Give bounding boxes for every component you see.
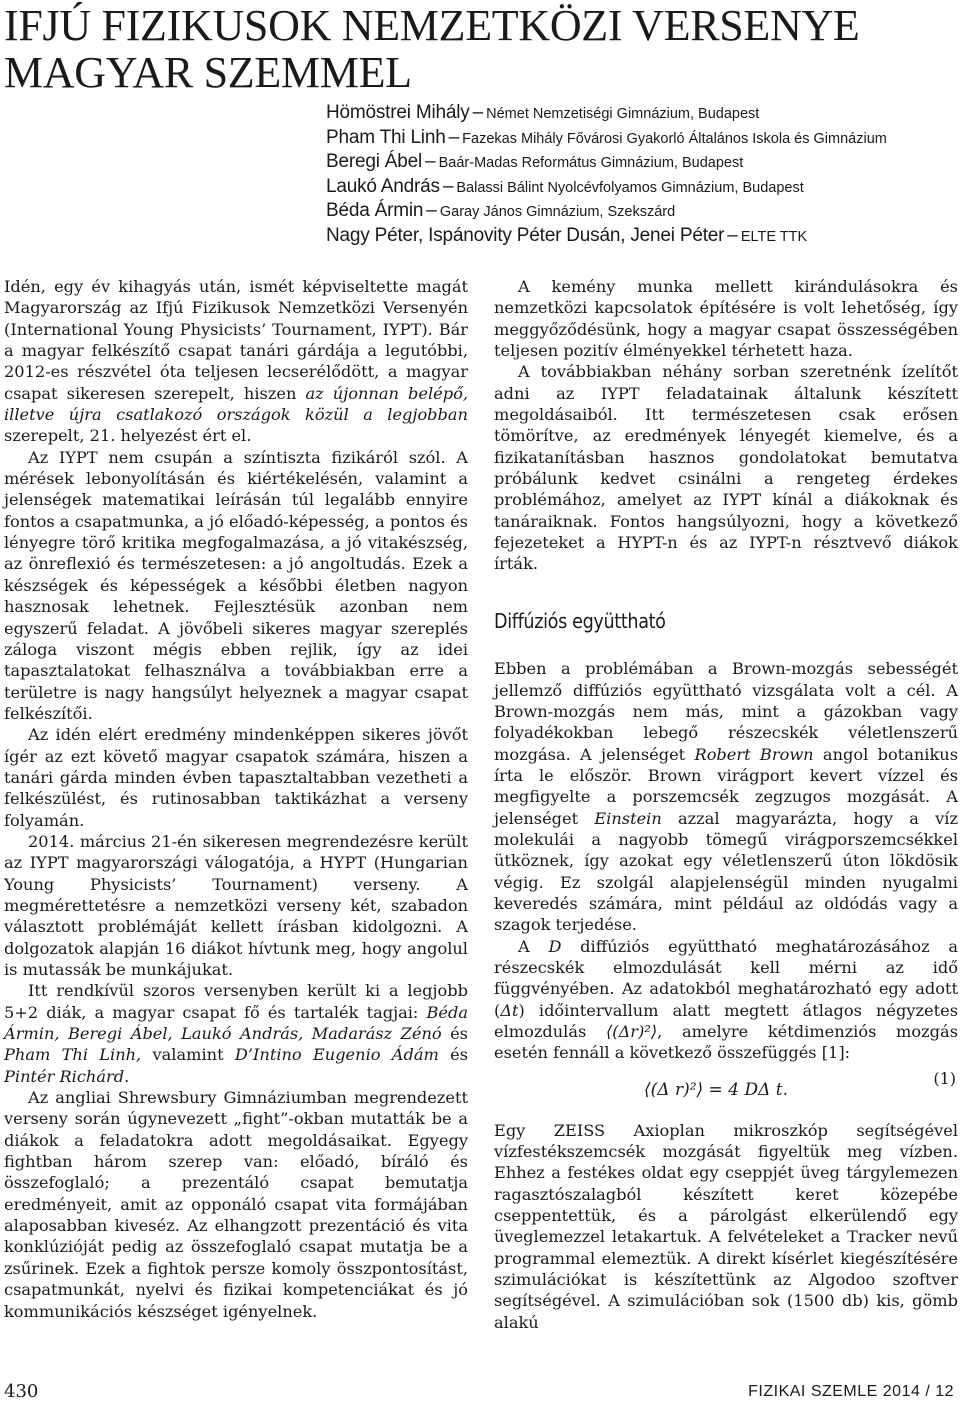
- equation-rhs: 4 DΔ t.: [728, 1079, 788, 1100]
- text-run: és: [441, 1024, 468, 1044]
- text-run: szerepelt, 21. helyezést ért el.: [4, 426, 252, 446]
- text-run: , amelyre kétdimenziós mozgás esetén fennáll a következő összefüggés [1]:: [494, 1022, 958, 1063]
- text-run: Ebben a problémában a Brown-mozgás sebességét jellemző diffúziós együttható vizsgálata volt a cél. A Brown-mozgás nem más, mint a gázokban vagy folyadékokban lebegő részecskék véletlenszerű mozgása. A jelenséget: [494, 659, 958, 764]
- emphasis: az újonnan belépő, illetve újra csatlakozó országok közül a legjobban: [4, 383, 468, 425]
- author-dash: –: [472, 102, 484, 123]
- author-dash: –: [727, 224, 738, 246]
- author-entry: [326, 199, 956, 224]
- text-run: és: [438, 1045, 468, 1065]
- equation-lhs: ⟨(Δ r)²⟩: [644, 1079, 704, 1100]
- text-run: A: [518, 936, 549, 956]
- author-name: Hömöstrei Mihály: [326, 102, 470, 123]
- left-column: [4, 276, 468, 1322]
- page-footer: [0, 1381, 960, 1409]
- page-number: 430: [4, 1381, 39, 1402]
- paragraph: [494, 658, 958, 935]
- paragraph: [4, 276, 468, 447]
- equation-number: (1): [933, 1068, 956, 1088]
- author-entry: [326, 224, 956, 249]
- equation-1: [494, 1070, 958, 1116]
- text-run: angol botanikus írta le először. Brown virágport kevert vízzel és megfigyelte a porszemcsék zegzugos mozgását. A jelenséget: [494, 744, 959, 828]
- author-institution: Balassi Bálint Nyolcévfolyamos Gimnázium, Budapest: [456, 179, 804, 196]
- author-institution: Garay János Gimnázium, Szekszárd: [439, 204, 676, 220]
- author-entry: [326, 126, 956, 151]
- emphasis: Robert Brown: [694, 744, 814, 764]
- author-institution: Fazekas Mihály Fővárosi Gyakorló Általános Iskola és Gimnázium: [462, 130, 887, 147]
- text-run: diffúziós együttható meghatározásához a részecskék elmozdulását kell mérni az idő függvényében. Az adatokból meghatározható egy adott (: [494, 936, 959, 1020]
- author-name: Béda Ármin: [326, 200, 424, 221]
- author-list: [326, 101, 956, 248]
- text-run: ) időintervallum alatt megtett átlagos négyzetes elmozdulás: [494, 1000, 958, 1041]
- emphasis: D’Intino Eugenio Ádám: [234, 1045, 439, 1065]
- author-dash: –: [426, 200, 437, 221]
- author-dash: –: [442, 175, 454, 197]
- paragraph: Az angliai Shrewsbury Gimnáziumban megrendezett verseny során úgynevezett „fight”-okban mutatták be a diákok a feladatokra adott megoldásaikat. Egyegy fightban három szerep van: előadó, bíráló és összefoglaló; a prezentáló csapat bemutatja eredményeit, amit az opponáló csapat vita formájában alaposabban kiveséz. Az elhangzott prezentáció és vita konklúzióját pedig az összefoglaló csapat mutatja be a zsűrinek. Ezek a fightok persze komoly összpontosítást, csapatmunkát, nyelvi és fizikai kompetenciákat és jó kommunikációs készséget igényelnek.: [4, 1088, 468, 1321]
- paragraph: Az idén elért eredmény mindenképpen sikeres jövőt ígér az ezt követő magyar csapatok számára, hiszen a tanári gárda minden évben tapasztaltabban vezetheti a felkészülést, és rutinosabban taktikázhat a verseny folyamán.: [4, 725, 468, 830]
- math-symbol: ⟨(Δr)²⟩: [605, 1022, 658, 1041]
- paragraph: [4, 980, 468, 1087]
- author-dash: –: [425, 151, 436, 172]
- title-line-1: IFJÚ FIZIKUSOK NEMZETKÖZI VERSENYE: [4, 1, 860, 50]
- author-institution: Baár-Madas Református Gimnázium, Budapest: [438, 155, 744, 171]
- author-institution: ELTE TTK: [740, 228, 808, 245]
- author-dash: –: [448, 126, 460, 148]
- author-name: Laukó András: [326, 175, 440, 197]
- author-name: Beregi Ábel: [326, 151, 423, 172]
- text-run: valamint: [141, 1045, 235, 1065]
- paragraph: Az IYPT nem csupán a színtiszta fizikáról szól. A mérések lebonyolításán és kiértékelésén, valamint a jelenségek matematikai leírásán túl legalább ennyire fontos a csapatmunka, a jó előadó-képesség, a pontos és lényegre törő kritika megfogalmazása, a jó vitakészség, az önreflexió és természetesen: a jó angoltudás. Ezek a készségek és képességek a későbbi életben nagyon hasznosak lehetnek. Fejlesztésük azonban nem egyszerű feladat. A jövőbeli sikeres magyar szereplés záloga viszont mégis ebben rejlik, így az idei tapasztalatokat felhasználva a továbbiakban erre a területre is nagy hangsúlyt helyeznek a magyar csapat felkészítői.: [4, 447, 468, 723]
- text-run: Idén, egy év kihagyás után, ismét képviseltette magát Magyarország az Ifjú Fizikusok Nemzetközi Versenyén (International Young Physicists’ Tournament, IYPT). Bár a magyar felkészítő csapat tanári gárdája a legutóbbi, 2012-es részvétel óta teljesen lecserélődött, a magyar csapat sikeresen szerepelt, hiszen: [4, 277, 468, 403]
- paragraph: A továbbiakban néhány sorban szeretnénk ízelítőt adni az IYPT feladatainak általunk készített megoldásaiból. Itt természetesen csak erősen tömörítve, az eredmények lényegét kiemelve, és a fizikatanításban hasznos gondolatokat bemutatva próbálunk kedvet csinálni a rengeteg érdekes problémához, amelyet az IYPT kínál a diákoknak és tanáraiknak. Fontos hangsúlyozni, hogy a következő fejezeteket a HYPT-n és az IYPT-n résztvevő diákok írták.: [494, 362, 958, 574]
- text-run: azzal magyarázta, hogy a víz molekulái a nagyobb tömegű virágporszemcsékkel ütköznek, így azokat egy véletlenszerű úton lökdösik végig. Ez szolgál alapjelenségül minden nyugalmi keveredés számára, mint például az oldódás vagy a szagok terjedése.: [494, 808, 958, 935]
- article-title: [4, 2, 860, 96]
- section-heading: Diffúziós együttható: [494, 608, 666, 633]
- paragraph: 2014. március 21-én sikeresen megrendezésre került az IYPT magyarországi válogatója, a HYPT (Hungarian Young Physicists’ Tournament) verseny. A megmérettetésre a nemzetközi verseny két, szabadon választott problémáját kellett írásban kidolgozni. A dolgozatok alapján 16 diákot hívtunk meg, hogy angolul is mutassák be munkájukat.: [4, 831, 468, 979]
- equation-sign: =: [703, 1079, 729, 1100]
- author-name: Pham Thi Linh: [326, 126, 446, 148]
- author-entry: [326, 101, 956, 126]
- math-symbol: Δt: [500, 1000, 519, 1020]
- emphasis: Einstein: [594, 808, 662, 828]
- paragraph: [494, 936, 958, 1064]
- right-column: [494, 276, 958, 1333]
- text-run: Itt rendkívül szoros versenyben került ki a legjobb 5+2 diák, a magyar csapat fő és tartalék tagjai:: [4, 981, 468, 1022]
- paragraph: Egy ZEISS Axioplan mikroszkóp segítségével vízfestékszemcsék mozgását figyeltük meg vízben. Ehhez a festékes oldat egy cseppjét üveg tárgylemezen ragasztószalagból készített keret közepébe cseppentettük, és a párolgást elkerülendő egy üveglemezzel letakartuk. A felvételeket a Tracker nevű programmal elemeztük. A direkt kísérlet kiegészítésére szimulációkat is készítettünk az Algodoo szoftver segítségével. A szimulációban sok (1500 db) kis, gömb alakú: [494, 1120, 958, 1332]
- author-name: Nagy Péter, Ispánovity Péter Dusán, Jenei Péter: [326, 224, 725, 246]
- running-head: FIZIKAI SZEMLE 2014 / 12: [748, 1383, 954, 1400]
- emphasis: Pintér Richárd.: [4, 1066, 130, 1086]
- math-symbol: D: [548, 936, 562, 956]
- emphasis: Béda Ármin, Beregi Ábel, Laukó András, Madarász Zénó: [4, 1002, 468, 1044]
- title-line-2: MAGYAR SZEMMEL: [4, 48, 412, 97]
- author-institution: Német Nemzetiségi Gimnázium, Budapest: [486, 106, 760, 122]
- author-entry: [326, 175, 956, 200]
- equation-body: [644, 1080, 788, 1101]
- emphasis: Pham Thi Linh,: [4, 1045, 142, 1065]
- paragraph: A kemény munka mellett kirándulásokra és nemzetközi kapcsolatok építésére is volt lehetőség, így meggyőződésünk, hogy a magyar csapat összességében teljesen pozitív élményekkel térhetett haza.: [494, 277, 958, 361]
- author-entry: [326, 150, 956, 175]
